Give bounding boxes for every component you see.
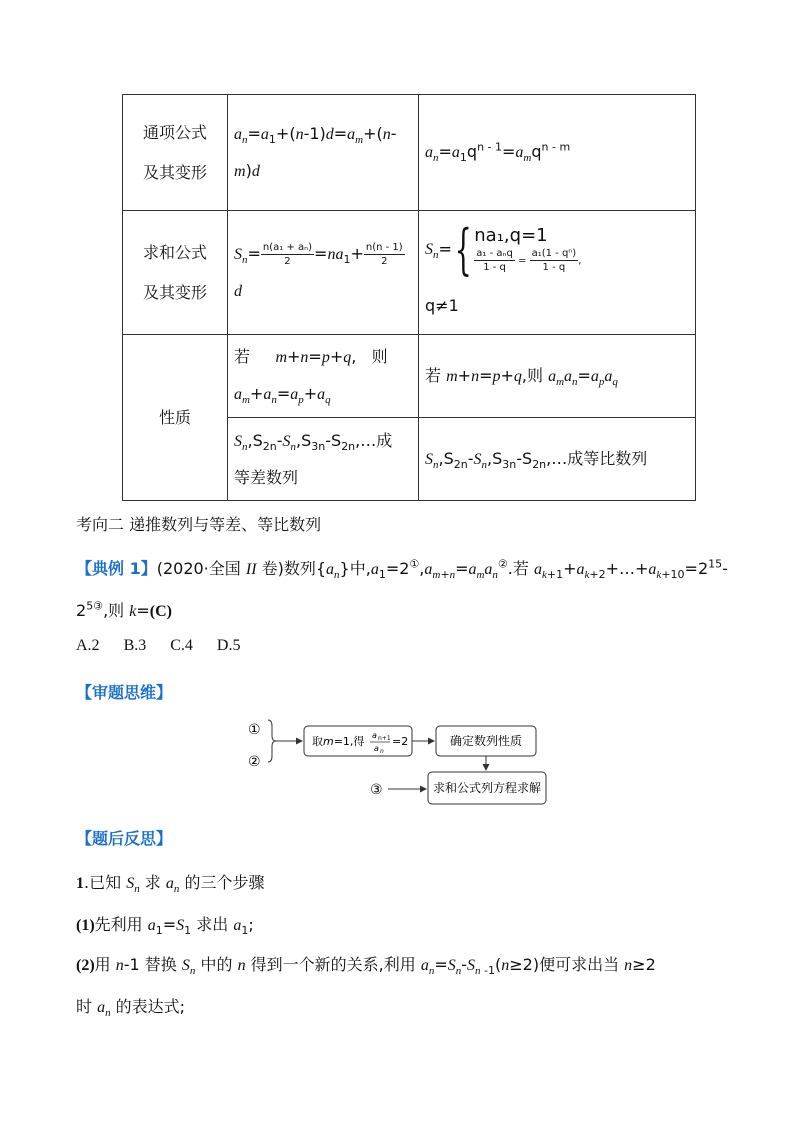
table-row bbox=[123, 211, 696, 335]
flow-frac-num-sub: n+1 bbox=[378, 735, 391, 742]
geo-property-2-text: $S_n,S_{2n}-S_n,S_{3n}-S_{2n},\dots$成等比数列 bbox=[425, 448, 648, 471]
option-c: C.4 bbox=[170, 637, 193, 654]
formula-table bbox=[122, 94, 696, 501]
reflect-step-1: (1)先利用 $a_1=S_1$ 求出 $a_1$; bbox=[76, 915, 254, 938]
example-options bbox=[76, 637, 240, 655]
flow-frac-num: a bbox=[372, 731, 377, 740]
arith-property-1-text: 若 m+n=p+q, 则 $a_m+a_n=a_p+a_q$ bbox=[234, 347, 388, 407]
flow-frac-den-sub: n bbox=[380, 748, 384, 755]
table-row bbox=[123, 335, 696, 418]
flow-mark-3: ③ bbox=[370, 782, 383, 798]
geo-property-1 bbox=[419, 335, 696, 418]
flow-mark-1: ① bbox=[248, 722, 261, 738]
geo-general-term bbox=[419, 95, 696, 211]
geo-sum bbox=[419, 211, 696, 335]
reflect-step-2-line-1: (2)用 n-1 替换 $S_n$ 中的 n 得到一个新的关系,利用 $a_n=S_n-S_{n -1}(n\ge 2)$便可求出当 n≥2 bbox=[76, 955, 656, 978]
geo-general-term-formula: $a_n=a_1q^{n - 1}=a_mq^{n - m}$ bbox=[425, 140, 571, 165]
table-row bbox=[123, 95, 696, 211]
example-source: (2020·全国 II 卷) bbox=[156, 559, 284, 578]
geo-sum-case-1: na₁,q=1 bbox=[474, 225, 548, 246]
geo-sum-case-2: $\frac{\text{a₁ - aₙq}}{1 - q}$ = $\frac{\text{a₁(1 - qⁿ)}}{1 - q}$ , bbox=[476, 248, 582, 273]
geo-property-2 bbox=[419, 418, 696, 501]
flow-box-1-text: 取m=1,得 bbox=[312, 735, 365, 748]
option-b: B.3 bbox=[123, 637, 147, 654]
flow-box-2-text: 确定数列性质 bbox=[449, 734, 523, 748]
arith-sum-formula: $S_n=$ $\frac{\text{n(a₁ + aₙ)}}{2}$ $=na_1+$ $\frac{n(n - 1)}{2}$ d bbox=[234, 241, 403, 300]
row-header-sum bbox=[123, 211, 228, 335]
example-line-2: $2^{5③}$,则 k=(C) bbox=[76, 599, 172, 620]
header-line: 及其变形 bbox=[142, 282, 207, 302]
flow-frac-den: a bbox=[374, 744, 379, 753]
flow-mark-2: ② bbox=[248, 754, 261, 770]
option-d: D.5 bbox=[216, 637, 241, 654]
flow-box-1-eq: =2 bbox=[392, 735, 409, 748]
row-header-properties: 性质 bbox=[123, 335, 228, 501]
arith-sum bbox=[228, 211, 419, 335]
flow-box-3-text: 求和公式列方程求解 bbox=[432, 781, 542, 795]
arith-general-term-formula: $a_n=a_1+(n-1)d=a_m+(n-$ m)d bbox=[234, 123, 397, 180]
reflect-heading: 1.已知 $S_n$ 求 $a_n$ 的三个步骤 bbox=[76, 873, 265, 896]
option-a: A.2 bbox=[76, 637, 100, 654]
example-tag: 【典例 1】 bbox=[76, 559, 157, 578]
geo-property-1-text: 若 m+n=p+q,则 $a_ma_n=a_pa_q$ bbox=[425, 365, 618, 388]
geo-sum-formula: $S_n=${ na₁,q=1 $\frac{\text{a₁ - aₙq}}{1 - q}$ = $\frac{\text{a₁(1 - qⁿ)}}{1 - q}$ , q≠1 bbox=[425, 223, 689, 317]
arith-property-2-text: $S_n,S_{2n}-S_n,S_{3n}-S_{2n},\dots$成 等差数列 bbox=[234, 430, 393, 487]
review-tag: 【审题思维】 bbox=[76, 683, 173, 702]
reasoning-flow-diagram bbox=[240, 712, 560, 808]
arith-property-1 bbox=[228, 335, 419, 418]
geo-sum-condition: q≠1 bbox=[425, 295, 459, 315]
header-line: 通项公式 bbox=[142, 122, 207, 142]
example-line-1: 【典例 1】(2020·全国 II 卷)数列$\{a_n\}$中$,a_1=2^①,a_{m+n}=a_ma_n^②$.若 $a_{k+1}+a_{k+2}+\dots+a_{k+10}=2^{15}-$ bbox=[76, 557, 728, 582]
section-title: 考向二 递推数列与等差、等比数列 bbox=[76, 515, 322, 534]
arith-property-2 bbox=[228, 418, 419, 501]
row-header-general-term bbox=[123, 95, 228, 211]
reflect-tag: 【题后反思】 bbox=[76, 829, 173, 848]
arith-general-term bbox=[228, 95, 419, 211]
header-line: 及其变形 bbox=[142, 162, 207, 182]
header-line: 求和公式 bbox=[142, 242, 207, 262]
reflect-step-2-line-2: 时 $a_n$ 的表达式; bbox=[76, 997, 186, 1020]
flow-brace bbox=[268, 720, 276, 762]
